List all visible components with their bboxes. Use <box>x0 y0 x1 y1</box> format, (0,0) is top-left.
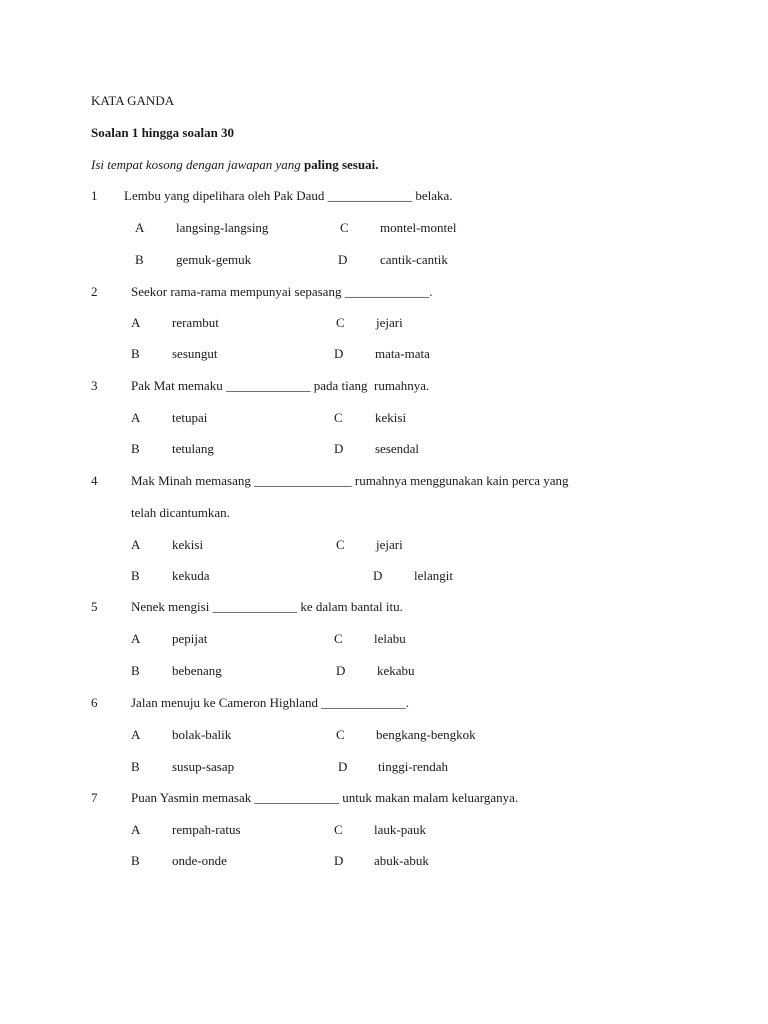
question-1-text: Lembu yang dipelihara oleh Pak Daud _____________ belaka. <box>124 188 453 203</box>
q6-option-d: tinggi-rendah <box>378 759 449 774</box>
q3-option-c-letter: C <box>334 410 343 425</box>
q6-option-a: bolak-balik <box>172 727 232 742</box>
q3-option-d: sesendal <box>375 441 420 456</box>
q5-option-c: lelabu <box>374 631 406 646</box>
q4-option-d: lelangit <box>414 568 453 583</box>
q5-option-b-letter: B <box>131 663 140 678</box>
q1-option-a: langsing-langsing <box>176 220 269 235</box>
q2-option-c-letter: C <box>336 315 345 330</box>
question-7-number: 7 <box>91 790 98 805</box>
q5-option-d-letter: D <box>336 663 346 678</box>
q5-option-c-letter: C <box>334 631 343 646</box>
q2-option-c: jejari <box>376 315 403 330</box>
q1-option-d: cantik-cantik <box>380 252 448 267</box>
q5-option-a: pepijat <box>172 631 208 646</box>
q6-option-b: susup-sasap <box>172 759 235 774</box>
q1-option-b-letter: B <box>135 252 144 267</box>
q5-option-a-letter: A <box>131 631 141 646</box>
question-2-number: 2 <box>91 284 98 299</box>
q2-option-d: mata-mata <box>375 346 430 361</box>
question-5-number: 5 <box>91 599 98 614</box>
question-6-number: 6 <box>91 695 98 710</box>
q4-option-d-letter: D <box>373 568 383 583</box>
q4-option-b-letter: B <box>131 568 140 583</box>
q1-option-c: montel-montel <box>380 220 457 235</box>
q1-option-a-letter: A <box>135 220 145 235</box>
q3-option-d-letter: D <box>334 441 344 456</box>
q7-option-b: onde-onde <box>172 853 227 868</box>
q5-option-d: kekabu <box>377 663 415 678</box>
question-5-text: Nenek mengisi _____________ ke dalam bantal itu. <box>131 599 403 614</box>
q7-option-b-letter: B <box>131 853 140 868</box>
question-7-text: Puan Yasmin memasak _____________ untuk makan malam keluarganya. <box>131 790 519 805</box>
question-4-text-line-2: telah dicantumkan. <box>131 505 230 520</box>
q3-option-c: kekisi <box>375 410 407 425</box>
q2-option-a: rerambut <box>172 315 219 330</box>
question-6-text: Jalan menuju ke Cameron Highland _____________. <box>131 695 410 710</box>
question-3-number: 3 <box>91 378 98 393</box>
q3-option-a-letter: A <box>131 410 141 425</box>
q4-option-b: kekuda <box>172 568 210 583</box>
instruction <box>91 157 378 173</box>
q1-option-c-letter: C <box>340 220 349 235</box>
q3-option-b-letter: B <box>131 441 140 456</box>
question-1-number: 1 <box>91 188 98 203</box>
q2-option-b: sesungut <box>172 346 218 361</box>
q4-option-c: jejari <box>376 537 403 552</box>
q6-option-b-letter: B <box>131 759 140 774</box>
question-4-text-line-1: Mak Minah memasang _______________ rumahnya menggunakan kain perca yang <box>131 473 569 488</box>
q5-option-b: bebenang <box>172 663 222 678</box>
question-2-text: Seekor rama-rama mempunyai sepasang _____________. <box>131 284 433 299</box>
q2-option-b-letter: B <box>131 346 140 361</box>
q7-option-a-letter: A <box>131 822 141 837</box>
q2-option-d-letter: D <box>334 346 344 361</box>
q1-option-d-letter: D <box>338 252 348 267</box>
q7-option-a: rempah-ratus <box>172 822 241 837</box>
instruction-italic: Isi tempat kosong dengan jawapan yang <box>91 157 305 172</box>
section-title: Soalan 1 hingga soalan 30 <box>91 125 235 140</box>
q7-option-d: abuk-abuk <box>374 853 429 868</box>
q7-option-c: lauk-pauk <box>374 822 426 837</box>
q6-option-c-letter: C <box>336 727 345 742</box>
q6-option-c: bengkang-bengkok <box>376 727 476 742</box>
page-title: KATA GANDA <box>91 93 175 108</box>
q4-option-c-letter: C <box>336 537 345 552</box>
q2-option-a-letter: A <box>131 315 141 330</box>
q1-option-b: gemuk-gemuk <box>176 252 252 267</box>
q4-option-a: kekisi <box>172 537 204 552</box>
q3-option-b: tetulang <box>172 441 214 456</box>
instruction-bold: paling sesuai. <box>304 157 379 172</box>
q4-option-a-letter: A <box>131 537 141 552</box>
question-4-number: 4 <box>91 473 98 488</box>
question-3-text: Pak Mat memaku _____________ pada tiang rumahnya. <box>131 378 430 393</box>
q7-option-d-letter: D <box>334 853 344 868</box>
q3-option-a: tetupai <box>172 410 208 425</box>
q7-option-c-letter: C <box>334 822 343 837</box>
q6-option-a-letter: A <box>131 727 141 742</box>
q6-option-d-letter: D <box>338 759 348 774</box>
